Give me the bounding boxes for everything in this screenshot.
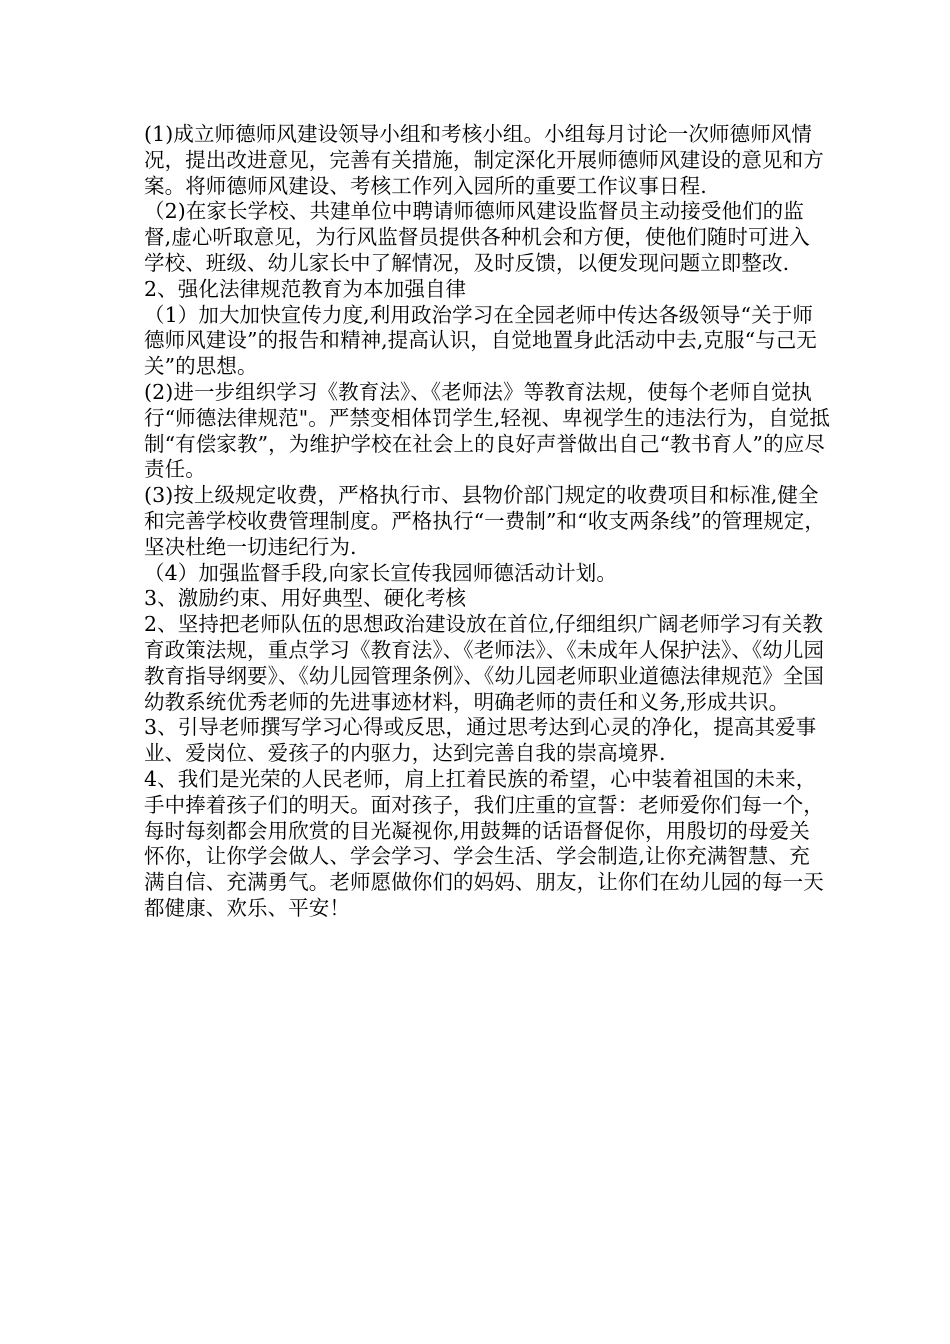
paragraph-4: (2)进一步组织学习《教育法》、《老师法》等教育法规，使每个老师自觉执行“师德法律规范"。严禁变相体罚学生,轻视、卑视学生的违法行为，自觉抵制“有偿家教”，为维护学校在社会上的良好声誉做出自己“教书育人”的应尽责任。 — [144, 379, 830, 482]
paragraph-2: （2)在家长学校、共建单位中聘请师德师风建设监督员主动接受他们的监督,虚心听取意见，为行风监督员提供各种机会和方便，使他们随时可进入学校、班级、幼儿家长中了解情况，及时反馈，以便发现问题立即整改. — [144, 199, 810, 275]
paragraph-9: 4、我们是光荣的人民老师，肩上扛着民族的希望，心中装着祖国的未来，手中捧着孩子们的明天。面对孩子，我们庄重的宣誓：老师爱你们每一个，每时每刻都会用欣赏的目光凝视你,用鼓舞的话语督促你，用殷切的母爱关怀你，让你学会做人、学会学习、学会生活、学会制造,让你充满智慧、充满自信、充满勇气。老师愿做你们的妈妈、朋友，让你们在幼儿园的每一天都健康、欢乐、平安！ — [144, 766, 824, 920]
section-heading-3: 3、激励约束、用好典型、硬化考核 — [144, 586, 467, 611]
paragraph-3: （1）加大加快宣传力度,利用政治学习在全园老师中传达各级领导“关于师德师风建设”的报告和精神,提高认识，自觉地置身此活动中去,克服“与己无关”的思想。 — [144, 302, 817, 379]
section-heading-2: 2、强化法律规范教育为本加强自律 — [144, 276, 467, 301]
paragraph-8: 3、引导老师撰写学习心得或反思，通过思考达到心灵的净化，提高其爱事业、爱岗位、爱孩子的内驱力，达到完善自我的崇高境界. — [144, 715, 817, 766]
paragraph-6: （4）加强监督手段,向家长宣传我园师德活动计划。 — [144, 560, 617, 585]
paragraph-5: (3)按上级规定收费，严格执行市、县物价部门规定的收费项目和标准,健全和完善学校收费管理制度。严格执行“一费制”和“收支两条线”的管理规定，坚决杜绝一切违纪行为. — [144, 483, 825, 559]
paragraph-7: 2、坚持把老师队伍的思想政治建设放在首位,仔细组织广阔老师学习有关教育政策法规，重点学习《教育法》、《老师法》、《未成年人保护法》、《幼儿园教育指导纲要》、《幼儿园管理条例》、《幼儿园老师职业道德法律规范》全国幼教系统优秀老师的先进事迹材料，明确老师的责任和义务,形成共识。 — [144, 612, 825, 714]
document-body — [144, 122, 830, 922]
paragraph-1: (1)成立师德师风建设领导小组和考核小组。小组每月讨论一次师德师风情况，提出改进意见，完善有关措施，制定深化开展师德师风建设的意见和方案。将师德师风建设、考核工作列入园所的重要工作议事日程. — [144, 122, 824, 198]
